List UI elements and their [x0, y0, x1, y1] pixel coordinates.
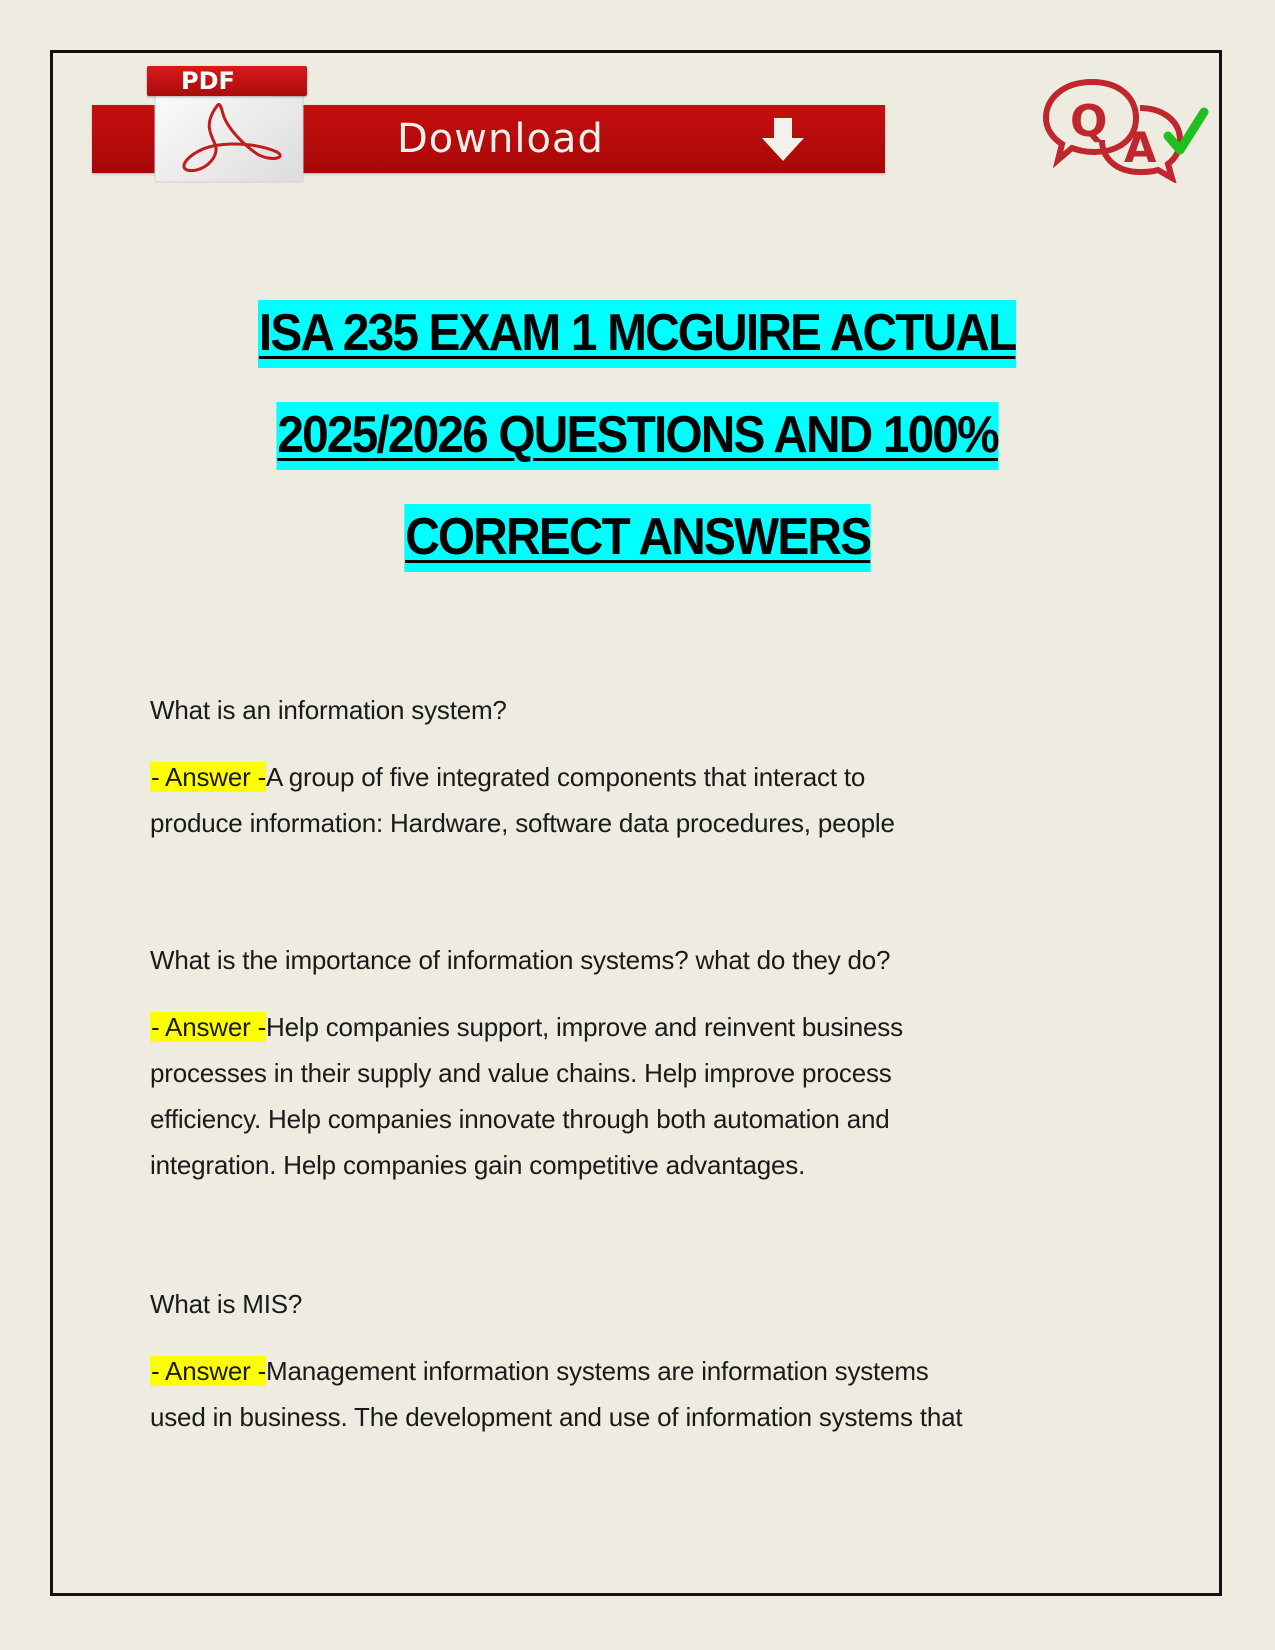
q-letter: Q — [1070, 96, 1108, 147]
answer-text — [150, 754, 1150, 846]
pdf-label: PDF — [147, 66, 307, 96]
answer-prefix-highlight: - Answer - — [151, 762, 267, 792]
answer-line: produce information: Hardware, software data procedures, people — [150, 808, 895, 838]
title-line — [60, 504, 1215, 606]
pdf-download-banner[interactable] — [92, 60, 887, 185]
question-text: What is the importance of information systems? what do they do? — [150, 945, 891, 975]
question-text: What is MIS? — [150, 1289, 303, 1319]
pdf-file-icon — [147, 62, 305, 184]
answer-line: processes in their supply and value chains. Help improve process — [150, 1058, 892, 1088]
qa-item — [150, 1282, 1150, 1440]
a-letter: A — [1124, 123, 1157, 172]
title-line-1: ISA 235 EXAM 1 MCGUIRE ACTUAL — [258, 300, 1016, 368]
title-line — [60, 300, 1215, 402]
answer-line: used in business. The development and use of information systems that — [150, 1402, 963, 1432]
title-line — [60, 402, 1215, 504]
answer-prefix-highlight: - Answer - — [151, 1356, 267, 1386]
answer-text — [150, 1348, 1150, 1440]
qa-item — [150, 688, 1150, 846]
download-label: Download — [397, 116, 604, 162]
answer-line: A group of five integrated components that interact to — [266, 762, 866, 792]
qa-item — [150, 938, 1150, 1188]
answer-prefix-highlight: - Answer - — [151, 1012, 267, 1042]
download-arrow-icon — [760, 118, 806, 162]
answer-line: Help companies support, improve and reinvent business — [266, 1012, 903, 1042]
document-title — [60, 300, 1215, 606]
qa-logo — [1040, 78, 1210, 183]
answer-line: integration. Help companies gain competitive advantages. — [150, 1150, 806, 1180]
question-text: What is an information system? — [150, 695, 507, 725]
answer-line: Management information systems are information systems — [266, 1356, 929, 1386]
answer-text — [150, 1004, 1150, 1188]
title-line-2: 2025/2026 QUESTIONS AND 100% — [276, 402, 998, 470]
answer-line: efficiency. Help companies innovate through both automation and — [150, 1104, 890, 1134]
title-line-3: CORRECT ANSWERS — [404, 504, 871, 572]
